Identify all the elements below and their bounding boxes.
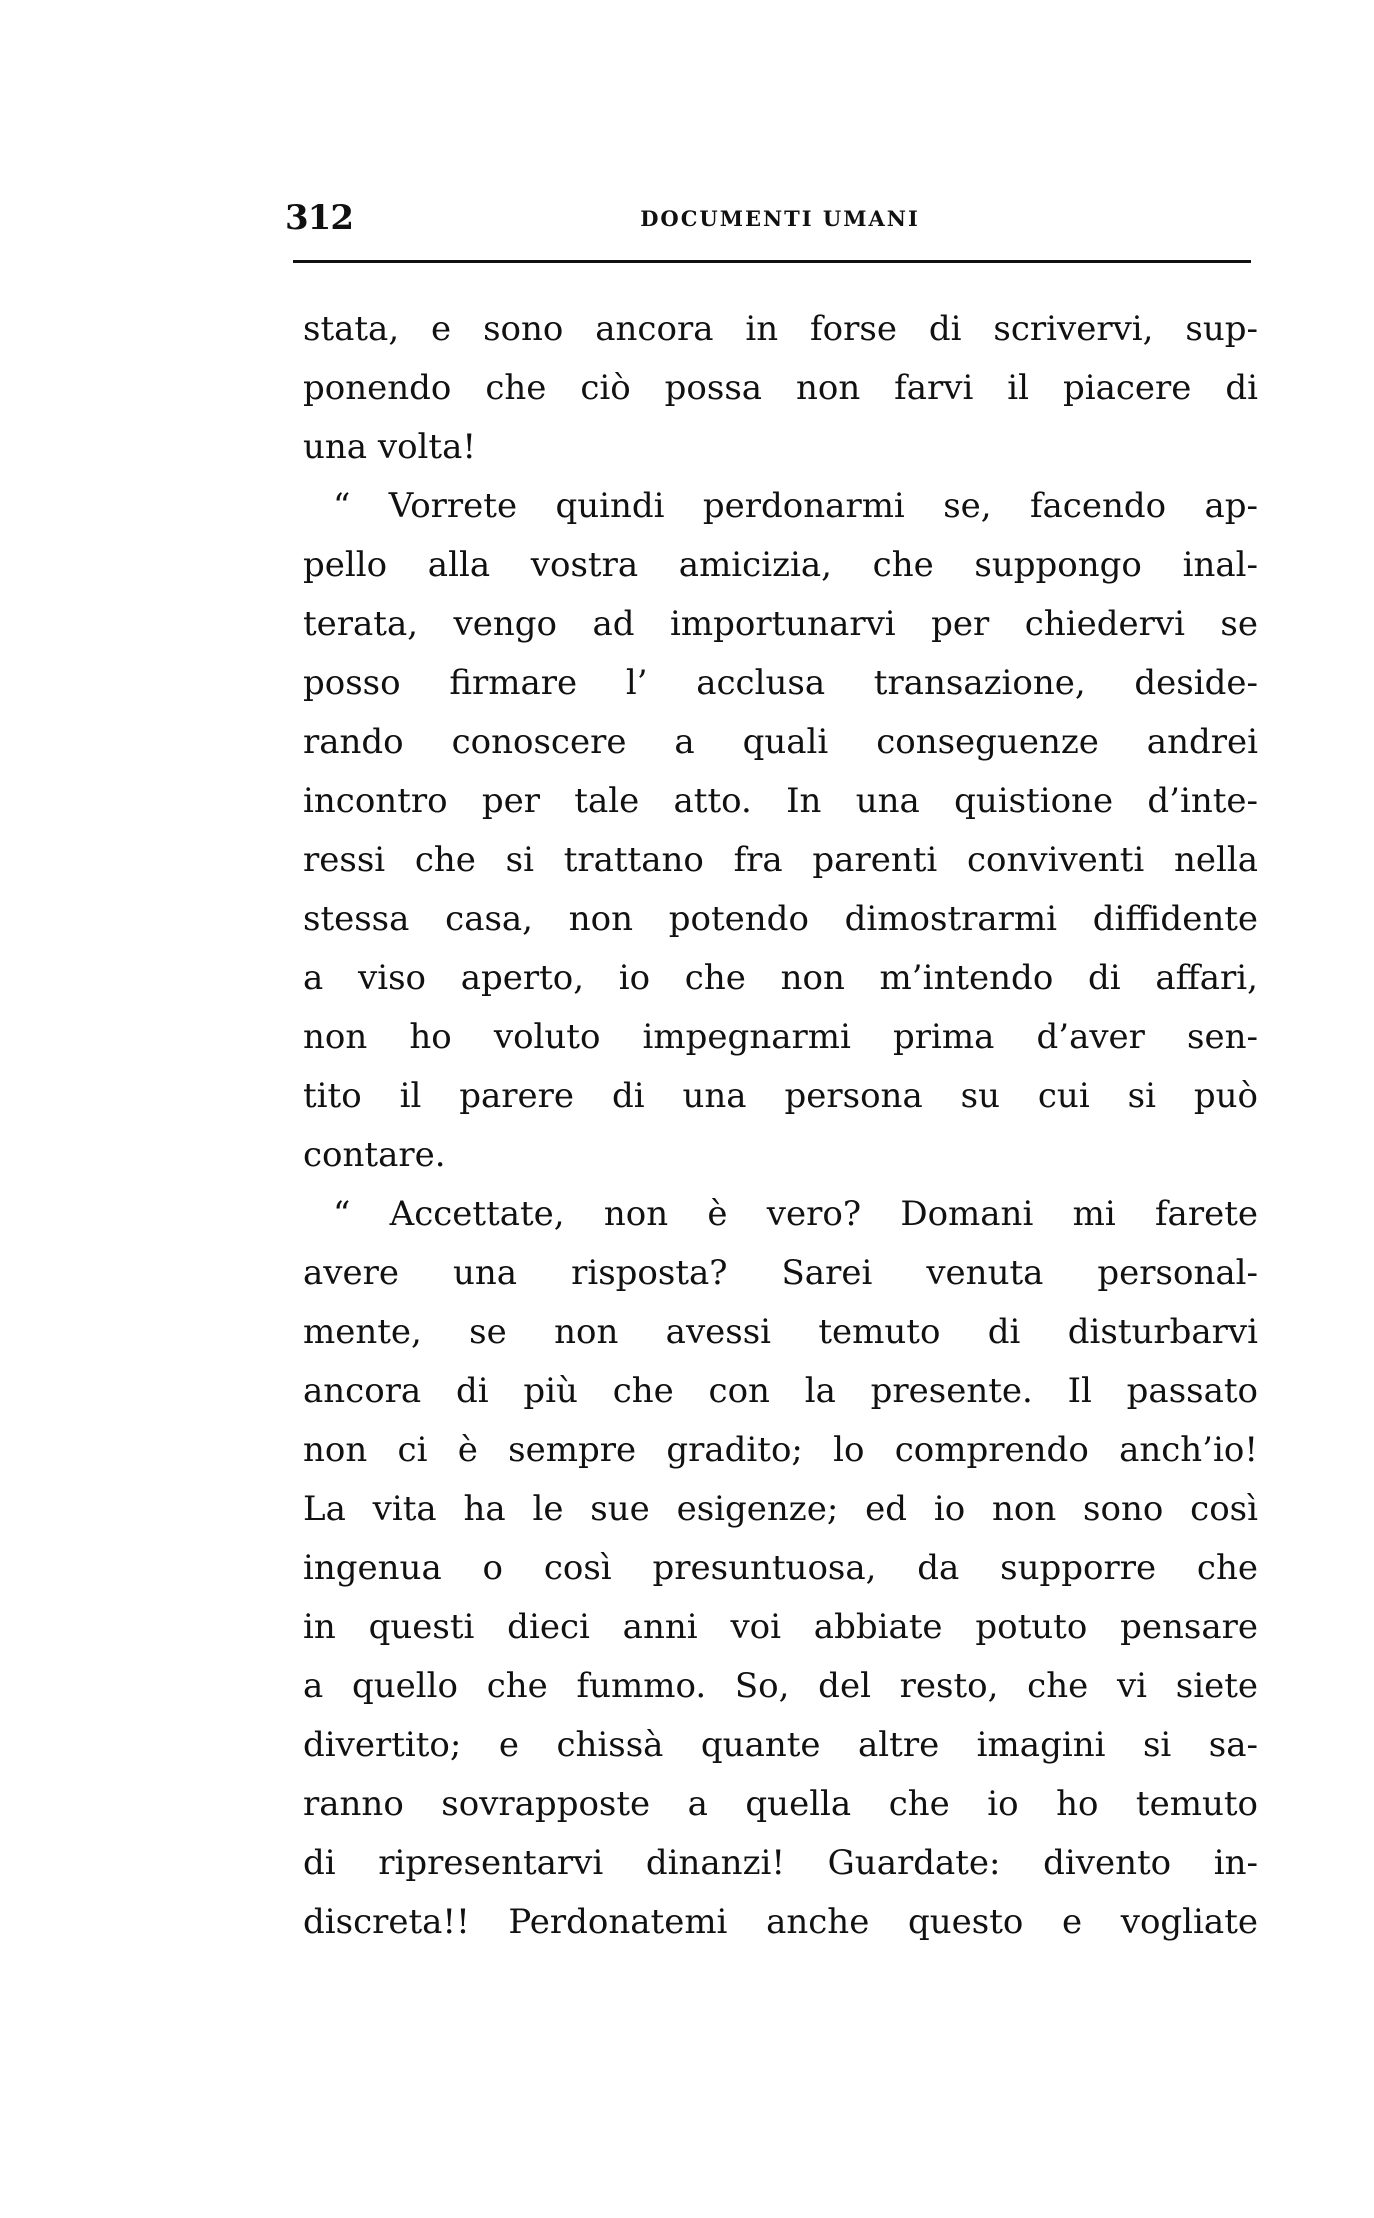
running-title: DOCUMENTI UMANI — [640, 206, 920, 231]
text-line: a quello che fummo. So, del resto, che vi siete — [303, 1666, 1258, 1706]
text-line: pello alla vostra amicizia, che suppongo inal- — [303, 545, 1258, 585]
text-line: terata, vengo ad importunarvi per chiedervi se — [303, 604, 1258, 644]
text-line: “ Accettate, non è vero? Domani mi farete — [333, 1194, 1258, 1234]
text-line: La vita ha le sue esigenze; ed io non sono così — [303, 1489, 1258, 1529]
text-line: discreta!! Perdonatemi anche questo e vogliate — [303, 1902, 1258, 1942]
text-line: a viso aperto, io che non m’intendo di affari, — [303, 958, 1258, 998]
text-line: mente, se non avessi temuto di disturbarvi — [303, 1312, 1258, 1352]
text-line: non ho voluto impegnarmi prima d’aver sen- — [303, 1017, 1258, 1057]
text-line: non ci è sempre gradito; lo comprendo anch’io! — [303, 1430, 1258, 1470]
text-line: avere una risposta? Sarei venuta personal- — [303, 1253, 1258, 1293]
text-line: una volta! — [303, 427, 477, 467]
text-line: ancora di più che con la presente. Il passato — [303, 1371, 1258, 1411]
text-line: contare. — [303, 1135, 446, 1175]
text-line: posso firmare l’ acclusa transazione, deside- — [303, 663, 1258, 703]
text-line: stessa casa, non potendo dimostrarmi diffidente — [303, 899, 1258, 939]
text-line: “ Vorrete quindi perdonarmi se, facendo ap- — [333, 486, 1258, 526]
text-line: rando conoscere a quali conseguenze andrei — [303, 722, 1258, 762]
text-line: ponendo che ciò possa non farvi il piacere di — [303, 368, 1258, 408]
header-rule — [293, 260, 1251, 263]
page-number: 312 — [285, 198, 353, 238]
text-line: ingenua o così presuntuosa, da supporre che — [303, 1548, 1258, 1588]
text-line: in questi dieci anni voi abbiate potuto pensare — [303, 1607, 1258, 1647]
text-line: incontro per tale atto. In una quistione d’inte- — [303, 781, 1258, 821]
text-line: ressi che si trattano fra parenti conviventi nella — [303, 840, 1258, 880]
text-line: divertito; e chissà quante altre imagini si sa- — [303, 1725, 1258, 1765]
text-line: ranno sovrapposte a quella che io ho temuto — [303, 1784, 1258, 1824]
text-line: tito il parere di una persona su cui si può — [303, 1076, 1258, 1116]
text-line: di ripresentarvi dinanzi! Guardate: divento in- — [303, 1843, 1258, 1883]
body-text — [303, 300, 1258, 1952]
text-line: stata, e sono ancora in forse di scrivervi, sup- — [303, 309, 1258, 349]
